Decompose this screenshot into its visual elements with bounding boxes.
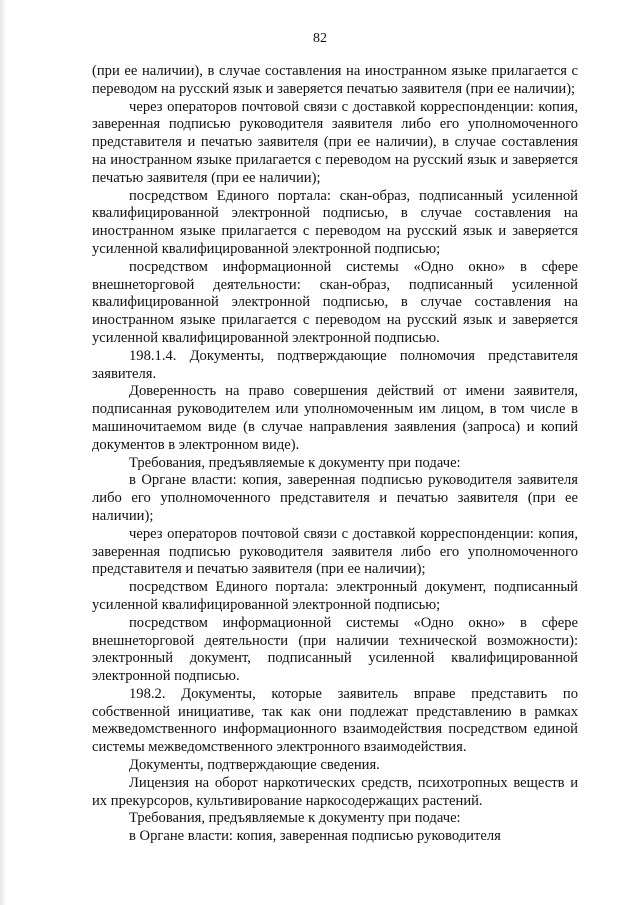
paragraph: посредством Единого портала: скан-образ, подписанный усиленной квалифицированной электронной подписью, в случае составления на иностранном языке прилагается с переводом на русский язык и заверяется усиленной квалифицированной электронной подписью; — [92, 187, 578, 257]
paragraph: через операторов почтовой связи с доставкой корреспонденции: копия, заверенная подписью руководителя заявителя либо его уполномоченного представителя и печатью заявителя (при ее наличии), в случае составления на иностранном языке прилагается с переводом на русский язык и заверяется печатью заявителя (при ее наличии); — [92, 98, 578, 186]
paragraph: Требования, предъявляемые к документу при подаче: — [129, 810, 461, 827]
paragraph: Лицензия на оборот наркотических средств, психотропных веществ и их прекурсоров, культивирование наркосодержащих растений. — [92, 774, 578, 809]
paragraph: в Органе власти: копия, заверенная подписью руководителя заявителя либо его уполномоченного представителя и печатью заявителя (при ее наличии); — [92, 472, 578, 524]
paragraph: Документы, подтверждающие сведения. — [129, 757, 380, 774]
scan-edge-shadow — [0, 0, 6, 905]
paragraph: Доверенность на право совершения действий от имени заявителя, подписанная руководителем или уполномоченным им лицом, в том числе в машиночитаемом виде (в случае направления заявления (запроса) и копий документов в электронном виде). — [92, 383, 578, 453]
section-heading-198-2: 198.2. Документы, которые заявитель вправе представить по собственной инициативе, так как они подлежат представлению в рамках межведомственного информационного взаимодействия посредством единой системы межведомственного электронного взаимодействия. — [92, 685, 578, 756]
page-number: 82 — [313, 31, 327, 46]
paragraph: в Органе власти: копия, заверенная подписью руководителя — [129, 828, 501, 845]
section-heading-198-1-4: 198.1.4. Документы, подтверждающие полномочия представителя заявителя. — [92, 347, 578, 382]
paragraph: Требования, предъявляемые к документу при подаче: — [129, 454, 461, 471]
paragraph: посредством Единого портала: электронный документ, подписанный усиленной квалифицированной электронной подписью; — [92, 579, 578, 613]
paragraph: посредством информационной системы «Одно окно» в сфере внешнеторговой деятельности (при наличии технической возможности): электронный документ, подписанный усиленной квалифицированной электронной подписью. — [92, 614, 578, 685]
body-text — [92, 63, 578, 846]
paragraph: через операторов почтовой связи с доставкой корреспонденции: копия, заверенная подписью руководителя заявителя либо его уполномоченного представителя и печатью заявителя (при ее наличии); — [92, 525, 578, 578]
paragraph-continuation: (при ее наличии), в случае составления на иностранном языке прилагается с переводом на русский язык и заверяется печатью заявителя (при ее наличии); — [92, 63, 578, 97]
paragraph: посредством информационной системы «Одно окно» в сфере внешнеторговой деятельности: скан-образ, подписанный усиленной квалифицированной электронной подписью, в случае составления на иностранном языке прилагается с переводом на русский язык и заверяется усиленной квалифицированной электронной подписью. — [92, 258, 578, 346]
